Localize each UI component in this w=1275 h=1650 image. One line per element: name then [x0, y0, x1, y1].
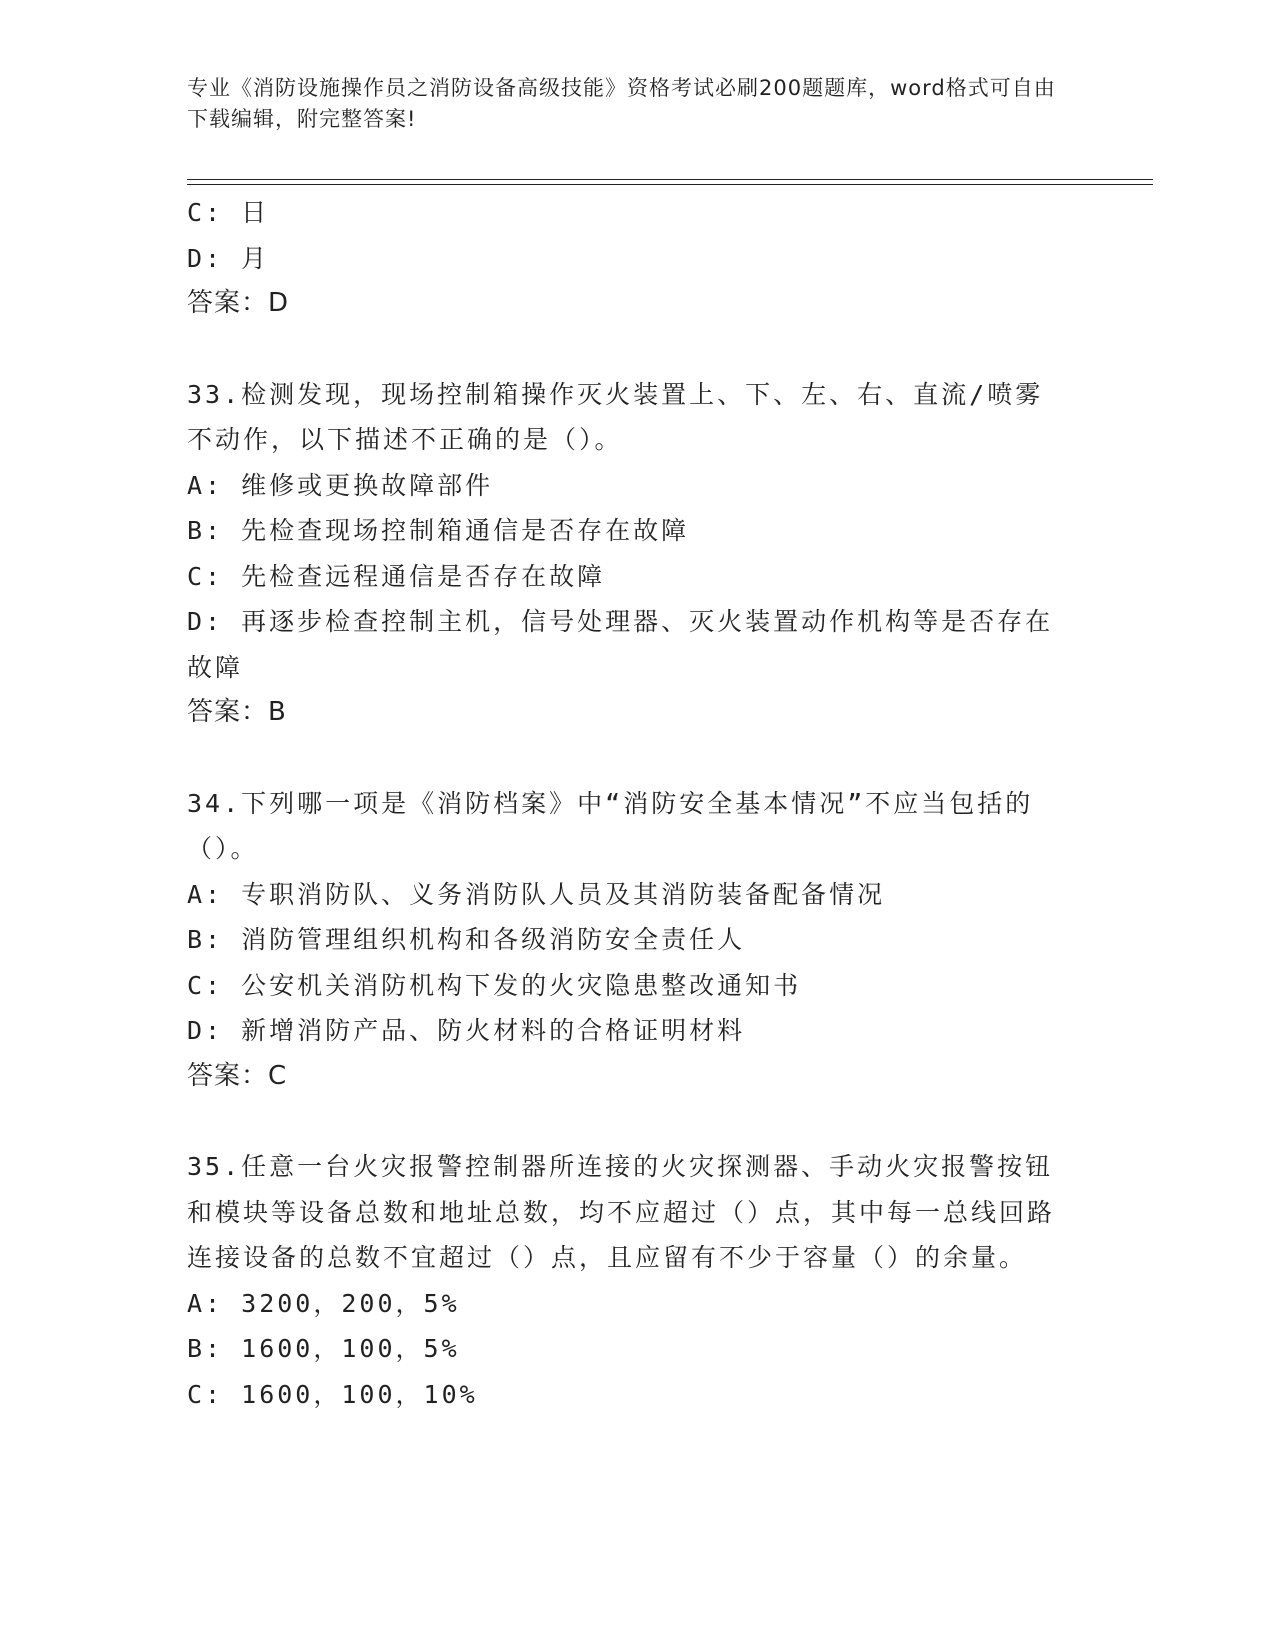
question-33-text: 33.检测发现，现场控制箱操作灭火装置上、下、左、右、直流/喷雾不动作，以下描述不正确的是（）。 — [187, 379, 1044, 454]
question-34-option-a: A: 专职消防队、义务消防队人员及其消防装备配备情况 — [187, 879, 886, 909]
question-35-option-c: C: 1600，100，10% — [187, 1379, 478, 1409]
question-34-text: 34.下列哪一项是《消防档案》中“消防安全基本情况”不应当包括的（）。 — [187, 788, 1034, 863]
question-33-option-d: D: 再逐步检查控制主机，信号处理器、灭火装置动作机构等是否存在故障 — [187, 607, 1054, 682]
question-34-option-d: D: 新增消防产品、防火材料的合格证明材料 — [187, 1016, 746, 1045]
question-33-option-a: A: 维修或更换故障部件 — [187, 470, 494, 500]
header-divider-top — [187, 179, 1153, 180]
prev-option-d: D: 月 — [187, 243, 270, 273]
spacer — [187, 1099, 1087, 1144]
question-34-answer: 答案：C — [187, 1060, 288, 1091]
question-35-option-a: A: 3200，200，5% — [187, 1288, 460, 1318]
question-33-option-b: B: 先检查现场控制箱通信是否存在故障 — [187, 516, 690, 545]
question-33-option-c: C: 先检查远程通信是否存在故障 — [187, 561, 606, 591]
question-35-text: 35.任意一台火灾报警控制器所连接的火灾探测器、手动火灾报警按钮和模块等设备总数和地址总数，均不应超过（）点，其中每一总线回路连接设备的总数不宜超过（）点，且应留有不少于容量（）的余量。 — [187, 1152, 1056, 1272]
question-34-option-b: B: 消防管理组织机构和各级消防安全责任人 — [187, 925, 746, 954]
header-divider-bottom — [187, 184, 1153, 185]
spacer — [187, 736, 1087, 781]
question-content — [187, 190, 1087, 1417]
question-35-option-b: B: 1600，100，5% — [187, 1334, 460, 1363]
spacer — [187, 327, 1087, 372]
question-34-option-c: C: 公安机关消防机构下发的火灾隐患整改通知书 — [187, 970, 802, 1000]
document-header: 专业《消防设施操作员之消防设备高级技能》资格考试必刷200题题库，word格式可自由下载编辑，附完整答案! — [187, 76, 1056, 131]
prev-answer: 答案：D — [187, 288, 290, 318]
prev-option-c: C: 日 — [187, 198, 270, 227]
question-33-answer: 答案：B — [187, 697, 287, 727]
